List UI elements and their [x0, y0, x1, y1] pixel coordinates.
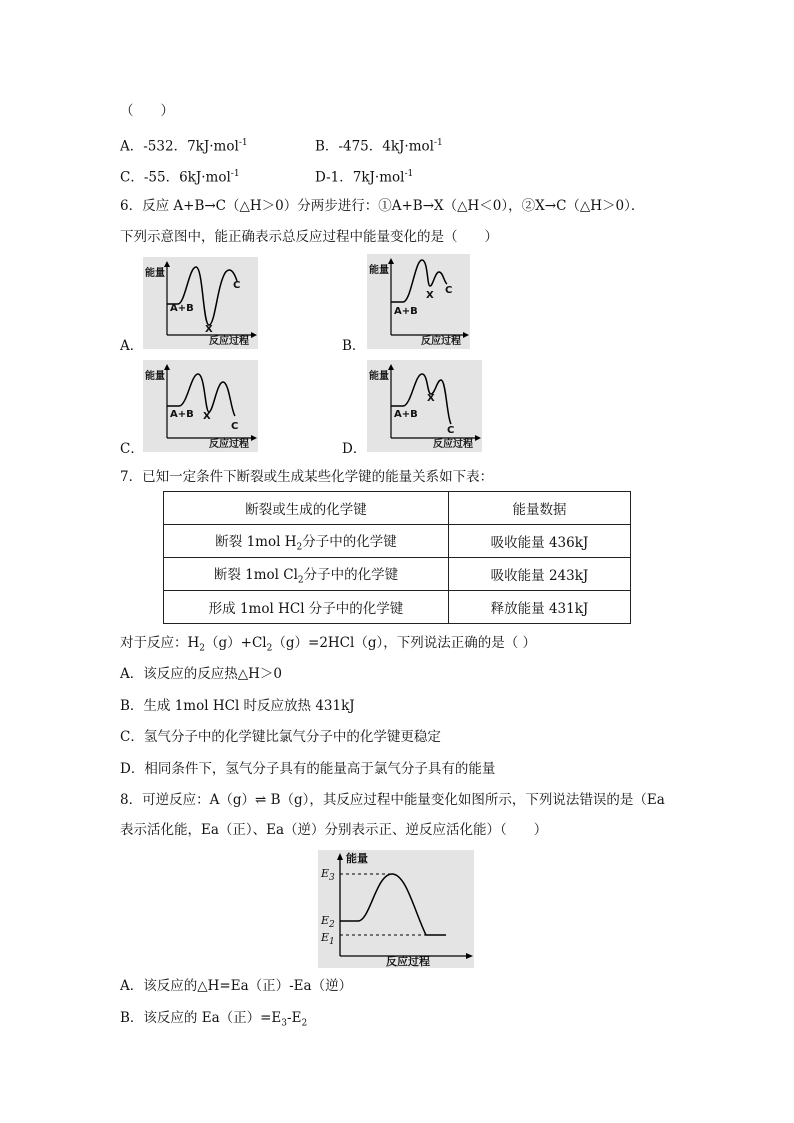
table-header-bond: 断裂或生成的化学键	[164, 492, 449, 525]
q8-energy-diagram	[318, 850, 474, 968]
figure-d-xlabel: 反应过程	[433, 439, 473, 450]
figure-d-c-label: C	[447, 425, 455, 436]
figure-b-c-label: C	[445, 285, 453, 296]
table-cell-bond: 形成 1mol HCl 分子中的化学键	[164, 591, 449, 624]
figure-d-ylabel: 能量	[369, 371, 389, 382]
bond-energy-table	[163, 491, 631, 624]
table-header-energy: 能量数据	[449, 492, 631, 525]
table-cell-energy: 吸收能量 436kJ	[449, 525, 631, 558]
figure-a-ylabel: 能量	[145, 268, 165, 279]
q6-option-a-label: A．	[120, 338, 144, 354]
figure-a-c-label: C	[233, 280, 241, 291]
figure-c-x-label: X	[203, 411, 211, 422]
figure-b-x-label: X	[426, 290, 434, 301]
table-cell-bond: 断裂 1mol $H_2$分子中的化学键	[164, 525, 449, 558]
q7-question: 对于反应：$H_2(g)+Cl_2(g)=2HCl(g)$，下列说法正确的是（ ）	[120, 635, 537, 654]
q6-stem-line1: 6．反应 A+B→C（△H＞0）分两步进行：①A+B→X（△H＜0），②X→C（△H＞0）．	[120, 198, 645, 214]
q8-option-b: B．该反应的 Ea（正）$=E_3-E_2$	[120, 1010, 308, 1029]
e2-label: $E_2$	[321, 914, 335, 931]
figure-b-ylabel: 能量	[369, 265, 389, 276]
q7-option-c: C．氢气分子中的化学键比氯气分子中的化学键更稳定	[120, 729, 441, 745]
figure-d-x-label: X	[427, 393, 435, 404]
e1-label: $E_1$	[321, 931, 335, 948]
q6-option-c-label: C．	[120, 441, 144, 457]
q5-option-a: A．-532．7kJ·mol$^{-1}$	[120, 138, 248, 155]
q6-option-d-label: D．	[342, 441, 367, 457]
table-row	[164, 591, 631, 624]
figure-c-xlabel: 反应过程	[209, 439, 249, 450]
q6-figure-c	[143, 360, 258, 452]
q8-xlabel: 反应过程	[386, 955, 430, 968]
figure-a-x-label: X	[205, 324, 213, 335]
q8-stem-line2: 表示活化能，Ea（正）、Ea（逆）分别表示正、逆反应活化能）（ ）	[120, 822, 548, 838]
q6-stem-line2: 下列示意图中，能正确表示总反应过程中能量变化的是（ ）	[120, 229, 498, 245]
table-row	[164, 558, 631, 591]
q6-figure-b	[367, 254, 470, 349]
q5-option-b: B．-475．4kJ·mol$^{-1}$	[315, 138, 443, 155]
table-cell-energy: 释放能量 431kJ	[449, 591, 631, 624]
q8-stem-line1: 8．可逆反应：A（g）⇌ B（g），其反应过程中能量变化如图所示，下列说法错误的是（Ea	[120, 792, 665, 808]
q7-option-d: D．相同条件下，氢气分子具有的能量高于氯气分子具有的能量	[120, 761, 496, 777]
figure-a-xlabel: 反应过程	[209, 336, 249, 347]
table-cell-energy: 吸收能量 243kJ	[449, 558, 631, 591]
figure-d-start-label: A+B	[394, 409, 418, 420]
q6-figure-a	[143, 257, 258, 349]
table-cell-bond: 断裂 1mol $Cl_2$分子中的化学键	[164, 558, 449, 591]
q7-option-b: B．生成 1mol HCl 时反应放热 431kJ	[120, 698, 355, 714]
figure-c-ylabel: 能量	[145, 371, 165, 382]
e3-label: $E_3$	[321, 867, 335, 884]
q5-option-d: D-1．7kJ·mol$^{-1}$	[315, 169, 414, 186]
figure-c-c-label: C	[231, 421, 239, 432]
q5-paren: （ ）	[120, 103, 174, 119]
q7-stem: 7．已知一定条件下断裂或生成某些化学键的能量关系如下表：	[120, 469, 494, 485]
q5-option-c: C．-55．6kJ·mol$^{-1}$	[120, 169, 240, 186]
q8-ylabel: 能量	[346, 852, 368, 865]
table-row	[164, 525, 631, 558]
figure-b-xlabel: 反应过程	[421, 336, 461, 347]
figure-a-start-label: A+B	[170, 303, 194, 314]
q7-option-a: A．该反应的反应热△H＞0	[120, 666, 282, 682]
figure-c-start-label: A+B	[170, 409, 194, 420]
table-header-row	[164, 492, 631, 525]
q6-figure-d	[367, 360, 482, 452]
figure-b-start-label: A+B	[394, 306, 418, 317]
q6-option-b-label: B．	[342, 338, 366, 354]
q8-option-a: A．该反应的△H=Ea（正）-Ea（逆）	[120, 978, 353, 994]
